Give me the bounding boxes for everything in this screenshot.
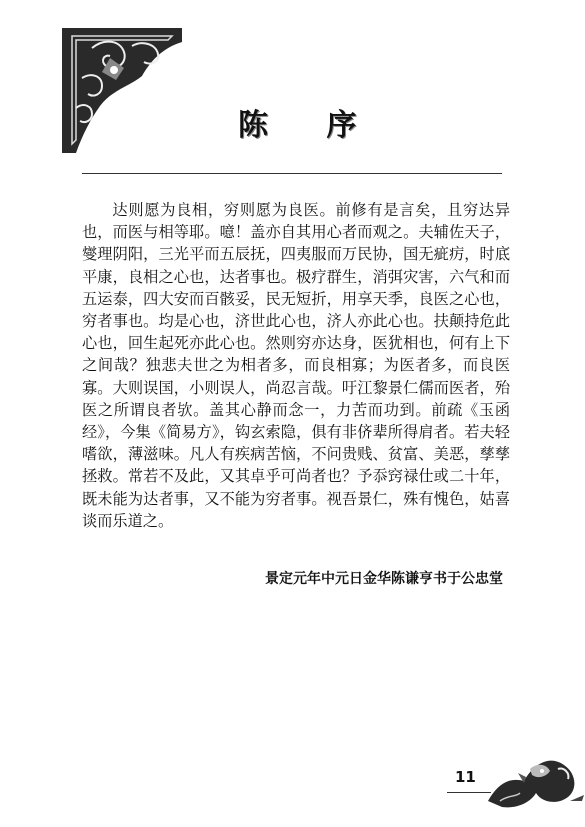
preface-paragraph: 达则愿为良相，穷则愿为良医。前修有是言矣，且穷达异也，而医与相等耶。噫！盖亦自其用心者而观之。夫辅佐天子，燮理阴阳，三光平而五辰抚，四夷服而万民协，国无疵疠，时底平康，良相之心也，达者事也。极疗群生，消弭灾害，六气和而五运泰，四大安而百骸妥，民无短折，用享天季，良医之心也，穷者事也。均是心也，济世此心也，济人亦此心也。扶颠持危此心也，回生起死亦此心也。然则穷亦达身，医犹相也，何有上下之间哉？独悲夫世之为相者多，而良相寡；为医者多，而良医寡。大则误国，小则误人，尚忍言哉。吁江黎景仁儒而医者，殆医之所谓良者欤。盖其心静而念一，力苦而功到。前疏《玉函经》，今集《简易方》，钩玄索隐，俱有非侪辈所得肩者。若夫轻嗜欲，薄滋味。凡人有疾病苦恼，不问贵贱、贫富、美恶，孳孳拯救。常若不及此，又其卓乎可尚者也？予忝窍禄仕或二十年，既未能为达者事，又不能为穷者事。视吾景仁，殊有愧色，姑喜谈而乐道之。	[82, 201, 510, 530]
dragon-ornament-icon	[480, 743, 585, 813]
preface-body	[82, 199, 510, 532]
corner-ornament-icon	[62, 28, 182, 153]
page-number: 11	[455, 768, 476, 786]
signature: 景定元年中元日金华陈谦亨书于公忠堂	[265, 571, 503, 587]
page-title: 陈 序	[238, 108, 381, 143]
title-divider	[82, 173, 502, 174]
